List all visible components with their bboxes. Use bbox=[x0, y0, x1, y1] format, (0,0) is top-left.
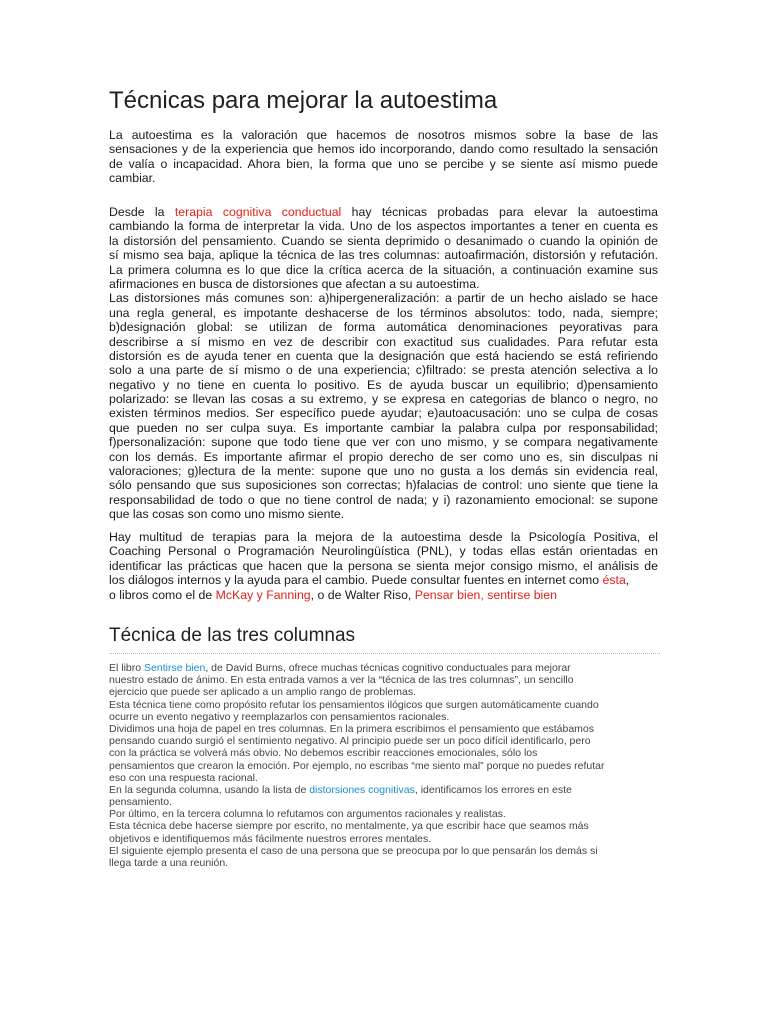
paragraph-line: objetivos e identifiquemos más fácilmente nuestros errores mentales. bbox=[109, 832, 432, 845]
paragraph-line: eso con una respuesta racional. bbox=[109, 771, 258, 784]
paragraph-line: existen términos medios. Ser específico puede ayudar; e)autoacusación: uno se culpa de cosas bbox=[109, 406, 658, 421]
paragraph-line: En la segunda columna, usando la lista de distorsiones cognitivas, identificamos los errores en este bbox=[109, 783, 572, 796]
paragraph-line: Dividimos una hoja de papel en tres columnas. En la primera escribimos el pensamiento que estábamos bbox=[109, 722, 595, 735]
paragraph-line: b)designación global: se utilizan de forma automática denominaciones peyorativas para bbox=[109, 320, 658, 335]
paragraph-line: que las cosas son como uno mismo siente. bbox=[109, 507, 345, 522]
paragraph-line: pensando cuando surgió el sentimiento negativo. Al principio puede ser un poco difícil identificarlo, pero bbox=[109, 735, 591, 748]
link-esta[interactable]: ésta bbox=[602, 573, 626, 588]
paragraph-line: llega tarde a una reunión. bbox=[109, 857, 229, 869]
paragraph-line: sí mismo sea baja, aplique la técnica de las tres columnas: autoafirmación, distorsión y refutación. bbox=[109, 248, 658, 263]
therapies-paragraph bbox=[109, 530, 658, 602]
link-mckay-fanning[interactable]: McKay y Fanning bbox=[215, 587, 311, 602]
paragraph-line: cambiar. bbox=[109, 171, 156, 186]
paragraph-line: ejercicio que puede ser aplicado a un amplio rango de problemas. bbox=[109, 686, 417, 699]
link-sentirse-bien[interactable]: Sentirse bien bbox=[144, 662, 206, 674]
link-terapia-cognitiva-conductual[interactable]: terapia cognitiva conductual bbox=[174, 205, 342, 219]
paragraph-line: identificar las prácticas que hacen que la persona se sienta mejor consigo mismo, el análisis de bbox=[109, 558, 658, 573]
paragraph-line: negativo y no tiene en cuenta lo positivo. Es de ayuda buscar un equilibrio; d)pensamiento bbox=[109, 377, 658, 392]
paragraph-line: Coaching Personal o Programación Neurolingüística (PNL), y todas ellas están orientadas en bbox=[109, 544, 658, 559]
three-columns-text bbox=[109, 662, 658, 869]
paragraph-line: una regla general, es impotante deshacerse de los términos absolutos: todo, nada, siempre; bbox=[109, 305, 658, 320]
paragraph-line: Por último, en la tercera columna lo refutamos con argumentos racionales y realistas. bbox=[109, 808, 506, 821]
paragraph-line: solo a una parte de sí mismo o de una experiencia; c)filtrado: se presta atención selectiva a lo bbox=[109, 363, 658, 378]
paragraph-line: o libros como el de McKay y Fanning, o de Walter Riso, Pensar bien, sentirse bien bbox=[109, 587, 557, 602]
paragraph-line: los diálogos internos y la ayuda para el cambio. Puede consultar fuentes en internet como ésta, bbox=[109, 573, 630, 588]
paragraph-line: cambiando la forma de interpretar la vida. Uno de los aspectos importantes a tener en cuenta es bbox=[109, 219, 658, 234]
section-title: Técnica de las tres columnas bbox=[109, 625, 356, 646]
paragraph-line: de valía o incapacidad. Ahora bien, la forma que uno se percibe y se siente así mismo puede bbox=[109, 156, 658, 171]
distortions-paragraph bbox=[109, 205, 658, 522]
paragraph-line: nuestro estado de ánimo. En esta entrada vamos a ver la “técnica de las tres columnas”, un sencillo bbox=[109, 674, 574, 687]
paragraph-line: Esta técnica tiene como propósito refutar los pensamientos ilógicos que surgen automáticamente cuando bbox=[109, 698, 599, 711]
section-divider bbox=[109, 653, 660, 654]
paragraph-line: Las distorsiones más comunes son: a)hipergeneralización: a partir de un hecho aislado se hace bbox=[109, 291, 658, 306]
paragraph-line: El libro Sentirse bien, de David Burns, ofrece muchas técnicas cognitivo conductuales para mejorar bbox=[109, 662, 571, 674]
paragraph-line: pensamientos que crearon la emoción. Por ejemplo, no escribas “me siento mal” porque no puedes refutar bbox=[109, 759, 605, 772]
paragraph-line: con la práctica se volverá más obvio. No debemos escribir reacciones emocionales, sólo los bbox=[109, 747, 538, 760]
intro-paragraph bbox=[109, 128, 658, 186]
paragraph-line: f)personalización: supone que todo tiene que ver con uno mismo, y se compara negativamente bbox=[109, 435, 658, 450]
paragraph-line: polarizado: se llevan las cosas a su extremo, y se expresa en categorias de blanco o negro, no bbox=[109, 392, 658, 407]
paragraph-line: responsabilidad de todo o que no tiene control de nada; y i) razonamiento emocional: se supone bbox=[109, 492, 658, 507]
link-pensar-bien[interactable]: Pensar bien, sentirse bien bbox=[414, 587, 557, 602]
paragraph-line: sensaciones y de la experiencia que hemos ido incorporando, dando como resultado la sensación bbox=[109, 142, 658, 157]
page-title: Técnicas para mejorar la autoestima bbox=[109, 87, 498, 114]
paragraph-line: distorsión es de ayuda tener en cuenta que la designación que está haciendo se está refiriendo bbox=[109, 348, 658, 363]
paragraph-line: valoraciones; g)lectura de la mente: supone que uno no gusta a los demás sin evidencia real, bbox=[109, 464, 658, 479]
paragraph-line: pensamiento. bbox=[109, 796, 173, 809]
paragraph-line: El siguiente ejemplo presenta el caso de una persona que se preocupa por lo que pensarán los demás si bbox=[109, 844, 598, 857]
paragraph-line: Desde la terapia cognitiva conductual hay técnicas probadas para elevar la autoestima bbox=[109, 205, 658, 219]
paragraph-line: que pueden no ser culpa suya. Es importante cambiar la palabra culpa por responsabilidad; bbox=[109, 420, 658, 435]
paragraph-line: sólo pensando que sus suposiciones son correctas; h)falacias de control: uno siente que tiene la bbox=[109, 478, 658, 493]
paragraph-line: afirmaciones en busca de distorsiones que afectan a su autoestima. bbox=[109, 276, 480, 291]
paragraph-line: La primera columna es lo que dice la crítica acerca de la situación, a continuación examine sus bbox=[109, 262, 658, 277]
paragraph-line: Hay multitud de terapias para la mejora de la autoestima desde la Psicología Positiva, el bbox=[109, 530, 658, 544]
paragraph-line: describirse a sí mismo en vez de describir con exactitud sus cualidades. Para refutar esta bbox=[109, 334, 658, 349]
paragraph-line: ocurre un evento negativo y reemplazarlos con pensamientos racionales. bbox=[109, 710, 450, 723]
paragraph-line: Esta técnica debe hacerse siempre por escrito, no mentalmente, ya que escribir hace que seamos más bbox=[109, 820, 589, 833]
link-distorsiones-cognitivas[interactable]: distorsiones cognitivas bbox=[309, 783, 415, 796]
paragraph-line: con los demás. Es importante afirmar el propio derecho de ser como uno es, sin disculpas ni bbox=[109, 449, 658, 464]
paragraph-line: la distorsión del pensamiento. Cuando se sienta deprimido o desanimado o cuando la opinión de bbox=[109, 233, 658, 248]
paragraph-line: La autoestima es la valoración que hacemos de nosotros mismos sobre la base de las bbox=[109, 128, 658, 142]
